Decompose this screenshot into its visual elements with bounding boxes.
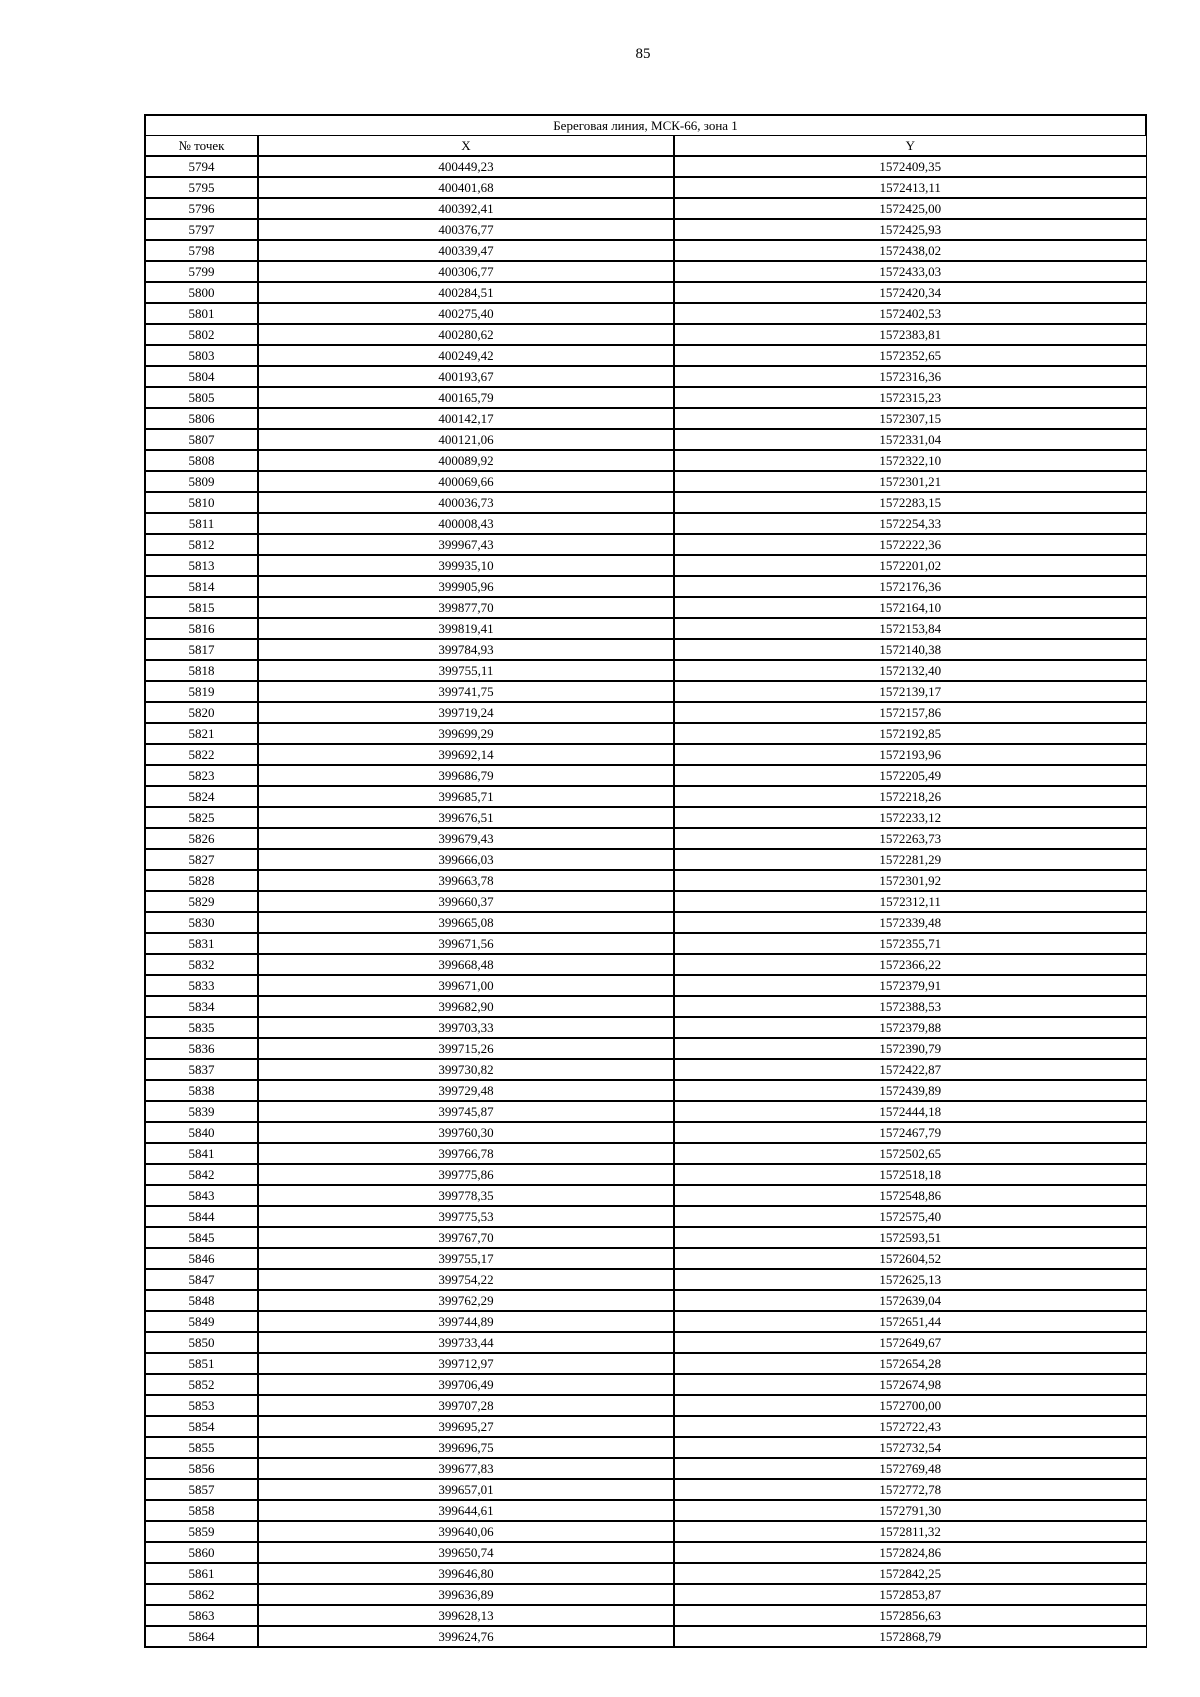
- table-row: [145, 1416, 1146, 1437]
- table-row: [145, 261, 1146, 282]
- table-row: [145, 534, 1146, 555]
- cell-point-number: 5796: [145, 198, 258, 219]
- table-row: [145, 387, 1146, 408]
- cell-point-number: 5825: [145, 807, 258, 828]
- cell-x: 399650,74: [258, 1542, 674, 1563]
- cell-y: 1572769,48: [674, 1458, 1146, 1479]
- cell-y: 1572201,02: [674, 555, 1146, 576]
- cell-x: 400339,47: [258, 240, 674, 261]
- table-row: [145, 1353, 1146, 1374]
- table-row: [145, 1164, 1146, 1185]
- cell-y: 1572842,25: [674, 1563, 1146, 1584]
- cell-x: 400142,17: [258, 408, 674, 429]
- cell-y: 1572388,53: [674, 996, 1146, 1017]
- cell-y: 1572674,98: [674, 1374, 1146, 1395]
- cell-x: 399707,28: [258, 1395, 674, 1416]
- cell-y: 1572402,53: [674, 303, 1146, 324]
- table-row: [145, 450, 1146, 471]
- cell-point-number: 5809: [145, 471, 258, 492]
- cell-x: 399657,01: [258, 1479, 674, 1500]
- cell-y: 1572700,00: [674, 1395, 1146, 1416]
- cell-y: 1572438,02: [674, 240, 1146, 261]
- cell-y: 1572649,67: [674, 1332, 1146, 1353]
- cell-x: 400392,41: [258, 198, 674, 219]
- table-row: [145, 786, 1146, 807]
- cell-x: 399703,33: [258, 1017, 674, 1038]
- table-row: [145, 996, 1146, 1017]
- table-row: [145, 1185, 1146, 1206]
- cell-point-number: 5850: [145, 1332, 258, 1353]
- cell-point-number: 5855: [145, 1437, 258, 1458]
- table-row: [145, 1374, 1146, 1395]
- cell-x: 399778,35: [258, 1185, 674, 1206]
- table-row: [145, 870, 1146, 891]
- cell-y: 1572811,32: [674, 1521, 1146, 1542]
- cell-y: 1572254,33: [674, 513, 1146, 534]
- cell-x: 399755,11: [258, 660, 674, 681]
- table-row: [145, 1605, 1146, 1626]
- table-row: [145, 954, 1146, 975]
- cell-x: 399877,70: [258, 597, 674, 618]
- table-row: [145, 1038, 1146, 1059]
- cell-x: 399692,14: [258, 744, 674, 765]
- cell-point-number: 5852: [145, 1374, 258, 1395]
- table-row: [145, 1059, 1146, 1080]
- cell-y: 1572383,81: [674, 324, 1146, 345]
- cell-y: 1572772,78: [674, 1479, 1146, 1500]
- table-row: [145, 513, 1146, 534]
- cell-x: 399682,90: [258, 996, 674, 1017]
- cell-y: 1572379,91: [674, 975, 1146, 996]
- cell-point-number: 5830: [145, 912, 258, 933]
- cell-point-number: 5859: [145, 1521, 258, 1542]
- cell-point-number: 5827: [145, 849, 258, 870]
- cell-x: 399663,78: [258, 870, 674, 891]
- table-row: [145, 1332, 1146, 1353]
- cell-y: 1572433,03: [674, 261, 1146, 282]
- cell-x: 400284,51: [258, 282, 674, 303]
- coordinates-table: [144, 114, 1147, 1648]
- cell-y: 1572176,36: [674, 576, 1146, 597]
- cell-y: 1572722,43: [674, 1416, 1146, 1437]
- cell-y: 1572422,87: [674, 1059, 1146, 1080]
- cell-y: 1572218,26: [674, 786, 1146, 807]
- cell-x: 399646,80: [258, 1563, 674, 1584]
- cell-x: 400401,68: [258, 177, 674, 198]
- cell-point-number: 5797: [145, 219, 258, 240]
- cell-point-number: 5835: [145, 1017, 258, 1038]
- cell-point-number: 5856: [145, 1458, 258, 1479]
- cell-point-number: 5826: [145, 828, 258, 849]
- cell-x: 400306,77: [258, 261, 674, 282]
- cell-point-number: 5822: [145, 744, 258, 765]
- table-row: [145, 849, 1146, 870]
- cell-y: 1572593,51: [674, 1227, 1146, 1248]
- cell-point-number: 5832: [145, 954, 258, 975]
- table-row: [145, 744, 1146, 765]
- cell-point-number: 5801: [145, 303, 258, 324]
- cell-x: 399668,48: [258, 954, 674, 975]
- cell-y: 1572192,85: [674, 723, 1146, 744]
- table-row: [145, 1017, 1146, 1038]
- cell-y: 1572233,12: [674, 807, 1146, 828]
- table-row: [145, 1143, 1146, 1164]
- cell-x: 400249,42: [258, 345, 674, 366]
- table-row: [145, 1521, 1146, 1542]
- cell-y: 1572420,34: [674, 282, 1146, 303]
- cell-x: 400089,92: [258, 450, 674, 471]
- cell-x: 399767,70: [258, 1227, 674, 1248]
- cell-y: 1572331,04: [674, 429, 1146, 450]
- table-row: [145, 240, 1146, 261]
- cell-x: 399819,41: [258, 618, 674, 639]
- cell-y: 1572339,48: [674, 912, 1146, 933]
- cell-y: 1572222,36: [674, 534, 1146, 555]
- cell-y: 1572425,93: [674, 219, 1146, 240]
- cell-point-number: 5800: [145, 282, 258, 303]
- page-number: 85: [635, 46, 651, 62]
- table-row: [145, 912, 1146, 933]
- cell-point-number: 5858: [145, 1500, 258, 1521]
- cell-x: 399636,89: [258, 1584, 674, 1605]
- cell-x: 400036,73: [258, 492, 674, 513]
- cell-y: 1572312,11: [674, 891, 1146, 912]
- cell-y: 1572824,86: [674, 1542, 1146, 1563]
- cell-y: 1572425,00: [674, 198, 1146, 219]
- cell-point-number: 5829: [145, 891, 258, 912]
- cell-point-number: 5819: [145, 681, 258, 702]
- cell-point-number: 5842: [145, 1164, 258, 1185]
- cell-x: 399686,79: [258, 765, 674, 786]
- table-title: Береговая линия, МСК-66, зона 1: [145, 115, 1146, 136]
- cell-point-number: 5833: [145, 975, 258, 996]
- cell-y: 1572132,40: [674, 660, 1146, 681]
- cell-point-number: 5810: [145, 492, 258, 513]
- table-row: [145, 1500, 1146, 1521]
- cell-x: 400165,79: [258, 387, 674, 408]
- table-row: [145, 1122, 1146, 1143]
- cell-y: 1572157,86: [674, 702, 1146, 723]
- cell-point-number: 5806: [145, 408, 258, 429]
- cell-point-number: 5798: [145, 240, 258, 261]
- cell-x: 399905,96: [258, 576, 674, 597]
- cell-y: 1572352,65: [674, 345, 1146, 366]
- cell-point-number: 5803: [145, 345, 258, 366]
- cell-point-number: 5820: [145, 702, 258, 723]
- cell-point-number: 5846: [145, 1248, 258, 1269]
- cell-point-number: 5831: [145, 933, 258, 954]
- table-row: [145, 156, 1146, 177]
- table-row: [145, 1227, 1146, 1248]
- cell-y: 1572856,63: [674, 1605, 1146, 1626]
- table-row: [145, 828, 1146, 849]
- table-row: [145, 639, 1146, 660]
- table-row: [145, 1437, 1146, 1458]
- cell-point-number: 5821: [145, 723, 258, 744]
- cell-point-number: 5818: [145, 660, 258, 681]
- table-row: [145, 366, 1146, 387]
- cell-point-number: 5851: [145, 1353, 258, 1374]
- table-row: [145, 1080, 1146, 1101]
- cell-point-number: 5808: [145, 450, 258, 471]
- cell-x: 400193,67: [258, 366, 674, 387]
- header-point-number: № точек: [145, 136, 258, 157]
- table-row: [145, 660, 1146, 681]
- table-row: [145, 345, 1146, 366]
- table-row: [145, 702, 1146, 723]
- cell-y: 1572467,79: [674, 1122, 1146, 1143]
- table-row: [145, 1563, 1146, 1584]
- cell-y: 1572732,54: [674, 1437, 1146, 1458]
- cell-point-number: 5828: [145, 870, 258, 891]
- cell-x: 400449,23: [258, 156, 674, 177]
- table-row: [145, 1458, 1146, 1479]
- cell-y: 1572548,86: [674, 1185, 1146, 1206]
- table-row: [145, 597, 1146, 618]
- table-row: [145, 807, 1146, 828]
- cell-point-number: 5857: [145, 1479, 258, 1500]
- table-row: [145, 975, 1146, 996]
- cell-point-number: 5839: [145, 1101, 258, 1122]
- cell-y: 1572164,10: [674, 597, 1146, 618]
- cell-y: 1572301,21: [674, 471, 1146, 492]
- cell-point-number: 5854: [145, 1416, 258, 1437]
- table-row: [145, 219, 1146, 240]
- cell-x: 399685,71: [258, 786, 674, 807]
- cell-x: 399671,56: [258, 933, 674, 954]
- cell-point-number: 5824: [145, 786, 258, 807]
- cell-y: 1572140,38: [674, 639, 1146, 660]
- cell-x: 399775,53: [258, 1206, 674, 1227]
- table-row: [145, 282, 1146, 303]
- table-row: [145, 471, 1146, 492]
- cell-x: 399729,48: [258, 1080, 674, 1101]
- cell-point-number: 5837: [145, 1059, 258, 1080]
- cell-x: 399628,13: [258, 1605, 674, 1626]
- cell-y: 1572791,30: [674, 1500, 1146, 1521]
- cell-x: 399784,93: [258, 639, 674, 660]
- cell-point-number: 5815: [145, 597, 258, 618]
- cell-point-number: 5812: [145, 534, 258, 555]
- cell-x: 399671,00: [258, 975, 674, 996]
- cell-y: 1572193,96: [674, 744, 1146, 765]
- table-row: [145, 1626, 1146, 1647]
- cell-x: 400121,06: [258, 429, 674, 450]
- cell-y: 1572625,13: [674, 1269, 1146, 1290]
- table-row: [145, 1584, 1146, 1605]
- cell-x: 399733,44: [258, 1332, 674, 1353]
- table-row: [145, 618, 1146, 639]
- cell-x: 399755,17: [258, 1248, 674, 1269]
- table-row: [145, 324, 1146, 345]
- cell-x: 399712,97: [258, 1353, 674, 1374]
- table-row: [145, 429, 1146, 450]
- cell-point-number: 5807: [145, 429, 258, 450]
- cell-x: 399754,22: [258, 1269, 674, 1290]
- cell-point-number: 5799: [145, 261, 258, 282]
- table-body: [145, 156, 1146, 1647]
- cell-point-number: 5823: [145, 765, 258, 786]
- cell-x: 400280,62: [258, 324, 674, 345]
- cell-y: 1572263,73: [674, 828, 1146, 849]
- cell-point-number: 5805: [145, 387, 258, 408]
- cell-x: 399696,75: [258, 1437, 674, 1458]
- cell-y: 1572575,40: [674, 1206, 1146, 1227]
- cell-y: 1572868,79: [674, 1626, 1146, 1647]
- cell-x: 400275,40: [258, 303, 674, 324]
- cell-point-number: 5864: [145, 1626, 258, 1647]
- cell-x: 399679,43: [258, 828, 674, 849]
- cell-y: 1572366,22: [674, 954, 1146, 975]
- table-row: [145, 1395, 1146, 1416]
- header-y: Y: [674, 136, 1146, 157]
- cell-y: 1572639,04: [674, 1290, 1146, 1311]
- cell-y: 1572322,10: [674, 450, 1146, 471]
- cell-point-number: 5841: [145, 1143, 258, 1164]
- cell-y: 1572439,89: [674, 1080, 1146, 1101]
- cell-y: 1572315,23: [674, 387, 1146, 408]
- table-row: [145, 891, 1146, 912]
- cell-x: 399715,26: [258, 1038, 674, 1059]
- cell-x: 399695,27: [258, 1416, 674, 1437]
- cell-point-number: 5849: [145, 1311, 258, 1332]
- cell-point-number: 5811: [145, 513, 258, 534]
- cell-x: 399967,43: [258, 534, 674, 555]
- cell-point-number: 5813: [145, 555, 258, 576]
- table-row: [145, 177, 1146, 198]
- cell-x: 399741,75: [258, 681, 674, 702]
- table-row: [145, 303, 1146, 324]
- cell-x: 399666,03: [258, 849, 674, 870]
- table-row: [145, 555, 1146, 576]
- cell-y: 1572355,71: [674, 933, 1146, 954]
- cell-x: 399762,29: [258, 1290, 674, 1311]
- table-row: [145, 933, 1146, 954]
- cell-y: 1572205,49: [674, 765, 1146, 786]
- cell-y: 1572853,87: [674, 1584, 1146, 1605]
- table-row: [145, 1206, 1146, 1227]
- cell-x: 399644,61: [258, 1500, 674, 1521]
- cell-x: 399660,37: [258, 891, 674, 912]
- cell-y: 1572518,18: [674, 1164, 1146, 1185]
- cell-x: 399677,83: [258, 1458, 674, 1479]
- table-row: [145, 1479, 1146, 1500]
- cell-y: 1572281,29: [674, 849, 1146, 870]
- cell-y: 1572651,44: [674, 1311, 1146, 1332]
- cell-x: 400008,43: [258, 513, 674, 534]
- cell-x: 399706,49: [258, 1374, 674, 1395]
- cell-y: 1572654,28: [674, 1353, 1146, 1374]
- cell-point-number: 5838: [145, 1080, 258, 1101]
- table-row: [145, 723, 1146, 744]
- table-row: [145, 681, 1146, 702]
- cell-x: 399665,08: [258, 912, 674, 933]
- cell-x: 399760,30: [258, 1122, 674, 1143]
- cell-point-number: 5816: [145, 618, 258, 639]
- cell-point-number: 5795: [145, 177, 258, 198]
- cell-x: 399640,06: [258, 1521, 674, 1542]
- table-row: [145, 198, 1146, 219]
- cell-point-number: 5802: [145, 324, 258, 345]
- cell-y: 1572444,18: [674, 1101, 1146, 1122]
- cell-y: 1572390,79: [674, 1038, 1146, 1059]
- cell-point-number: 5834: [145, 996, 258, 1017]
- cell-point-number: 5861: [145, 1563, 258, 1584]
- table-row: [145, 492, 1146, 513]
- cell-point-number: 5794: [145, 156, 258, 177]
- cell-point-number: 5843: [145, 1185, 258, 1206]
- cell-y: 1572301,92: [674, 870, 1146, 891]
- table-row: [145, 408, 1146, 429]
- cell-point-number: 5814: [145, 576, 258, 597]
- cell-x: 400069,66: [258, 471, 674, 492]
- table-row: [145, 1542, 1146, 1563]
- table-row: [145, 576, 1146, 597]
- cell-y: 1572316,36: [674, 366, 1146, 387]
- table-row: [145, 765, 1146, 786]
- cell-y: 1572502,65: [674, 1143, 1146, 1164]
- cell-x: 400376,77: [258, 219, 674, 240]
- cell-y: 1572379,88: [674, 1017, 1146, 1038]
- cell-point-number: 5836: [145, 1038, 258, 1059]
- cell-y: 1572283,15: [674, 492, 1146, 513]
- cell-x: 399744,89: [258, 1311, 674, 1332]
- cell-point-number: 5848: [145, 1290, 258, 1311]
- cell-point-number: 5845: [145, 1227, 258, 1248]
- cell-x: 399935,10: [258, 555, 674, 576]
- cell-point-number: 5844: [145, 1206, 258, 1227]
- cell-x: 399676,51: [258, 807, 674, 828]
- cell-y: 1572409,35: [674, 156, 1146, 177]
- cell-x: 399719,24: [258, 702, 674, 723]
- cell-y: 1572413,11: [674, 177, 1146, 198]
- cell-x: 399775,86: [258, 1164, 674, 1185]
- cell-x: 399624,76: [258, 1626, 674, 1647]
- cell-y: 1572307,15: [674, 408, 1146, 429]
- cell-point-number: 5817: [145, 639, 258, 660]
- cell-x: 399699,29: [258, 723, 674, 744]
- table-row: [145, 1248, 1146, 1269]
- table-row: [145, 1290, 1146, 1311]
- cell-y: 1572153,84: [674, 618, 1146, 639]
- header-x: X: [258, 136, 674, 157]
- cell-point-number: 5862: [145, 1584, 258, 1605]
- cell-point-number: 5847: [145, 1269, 258, 1290]
- cell-point-number: 5804: [145, 366, 258, 387]
- cell-point-number: 5863: [145, 1605, 258, 1626]
- cell-point-number: 5860: [145, 1542, 258, 1563]
- cell-point-number: 5840: [145, 1122, 258, 1143]
- cell-y: 1572139,17: [674, 681, 1146, 702]
- cell-point-number: 5853: [145, 1395, 258, 1416]
- table-row: [145, 1269, 1146, 1290]
- cell-x: 399730,82: [258, 1059, 674, 1080]
- cell-y: 1572604,52: [674, 1248, 1146, 1269]
- cell-x: 399745,87: [258, 1101, 674, 1122]
- cell-x: 399766,78: [258, 1143, 674, 1164]
- table-row: [145, 1101, 1146, 1122]
- table-row: [145, 1311, 1146, 1332]
